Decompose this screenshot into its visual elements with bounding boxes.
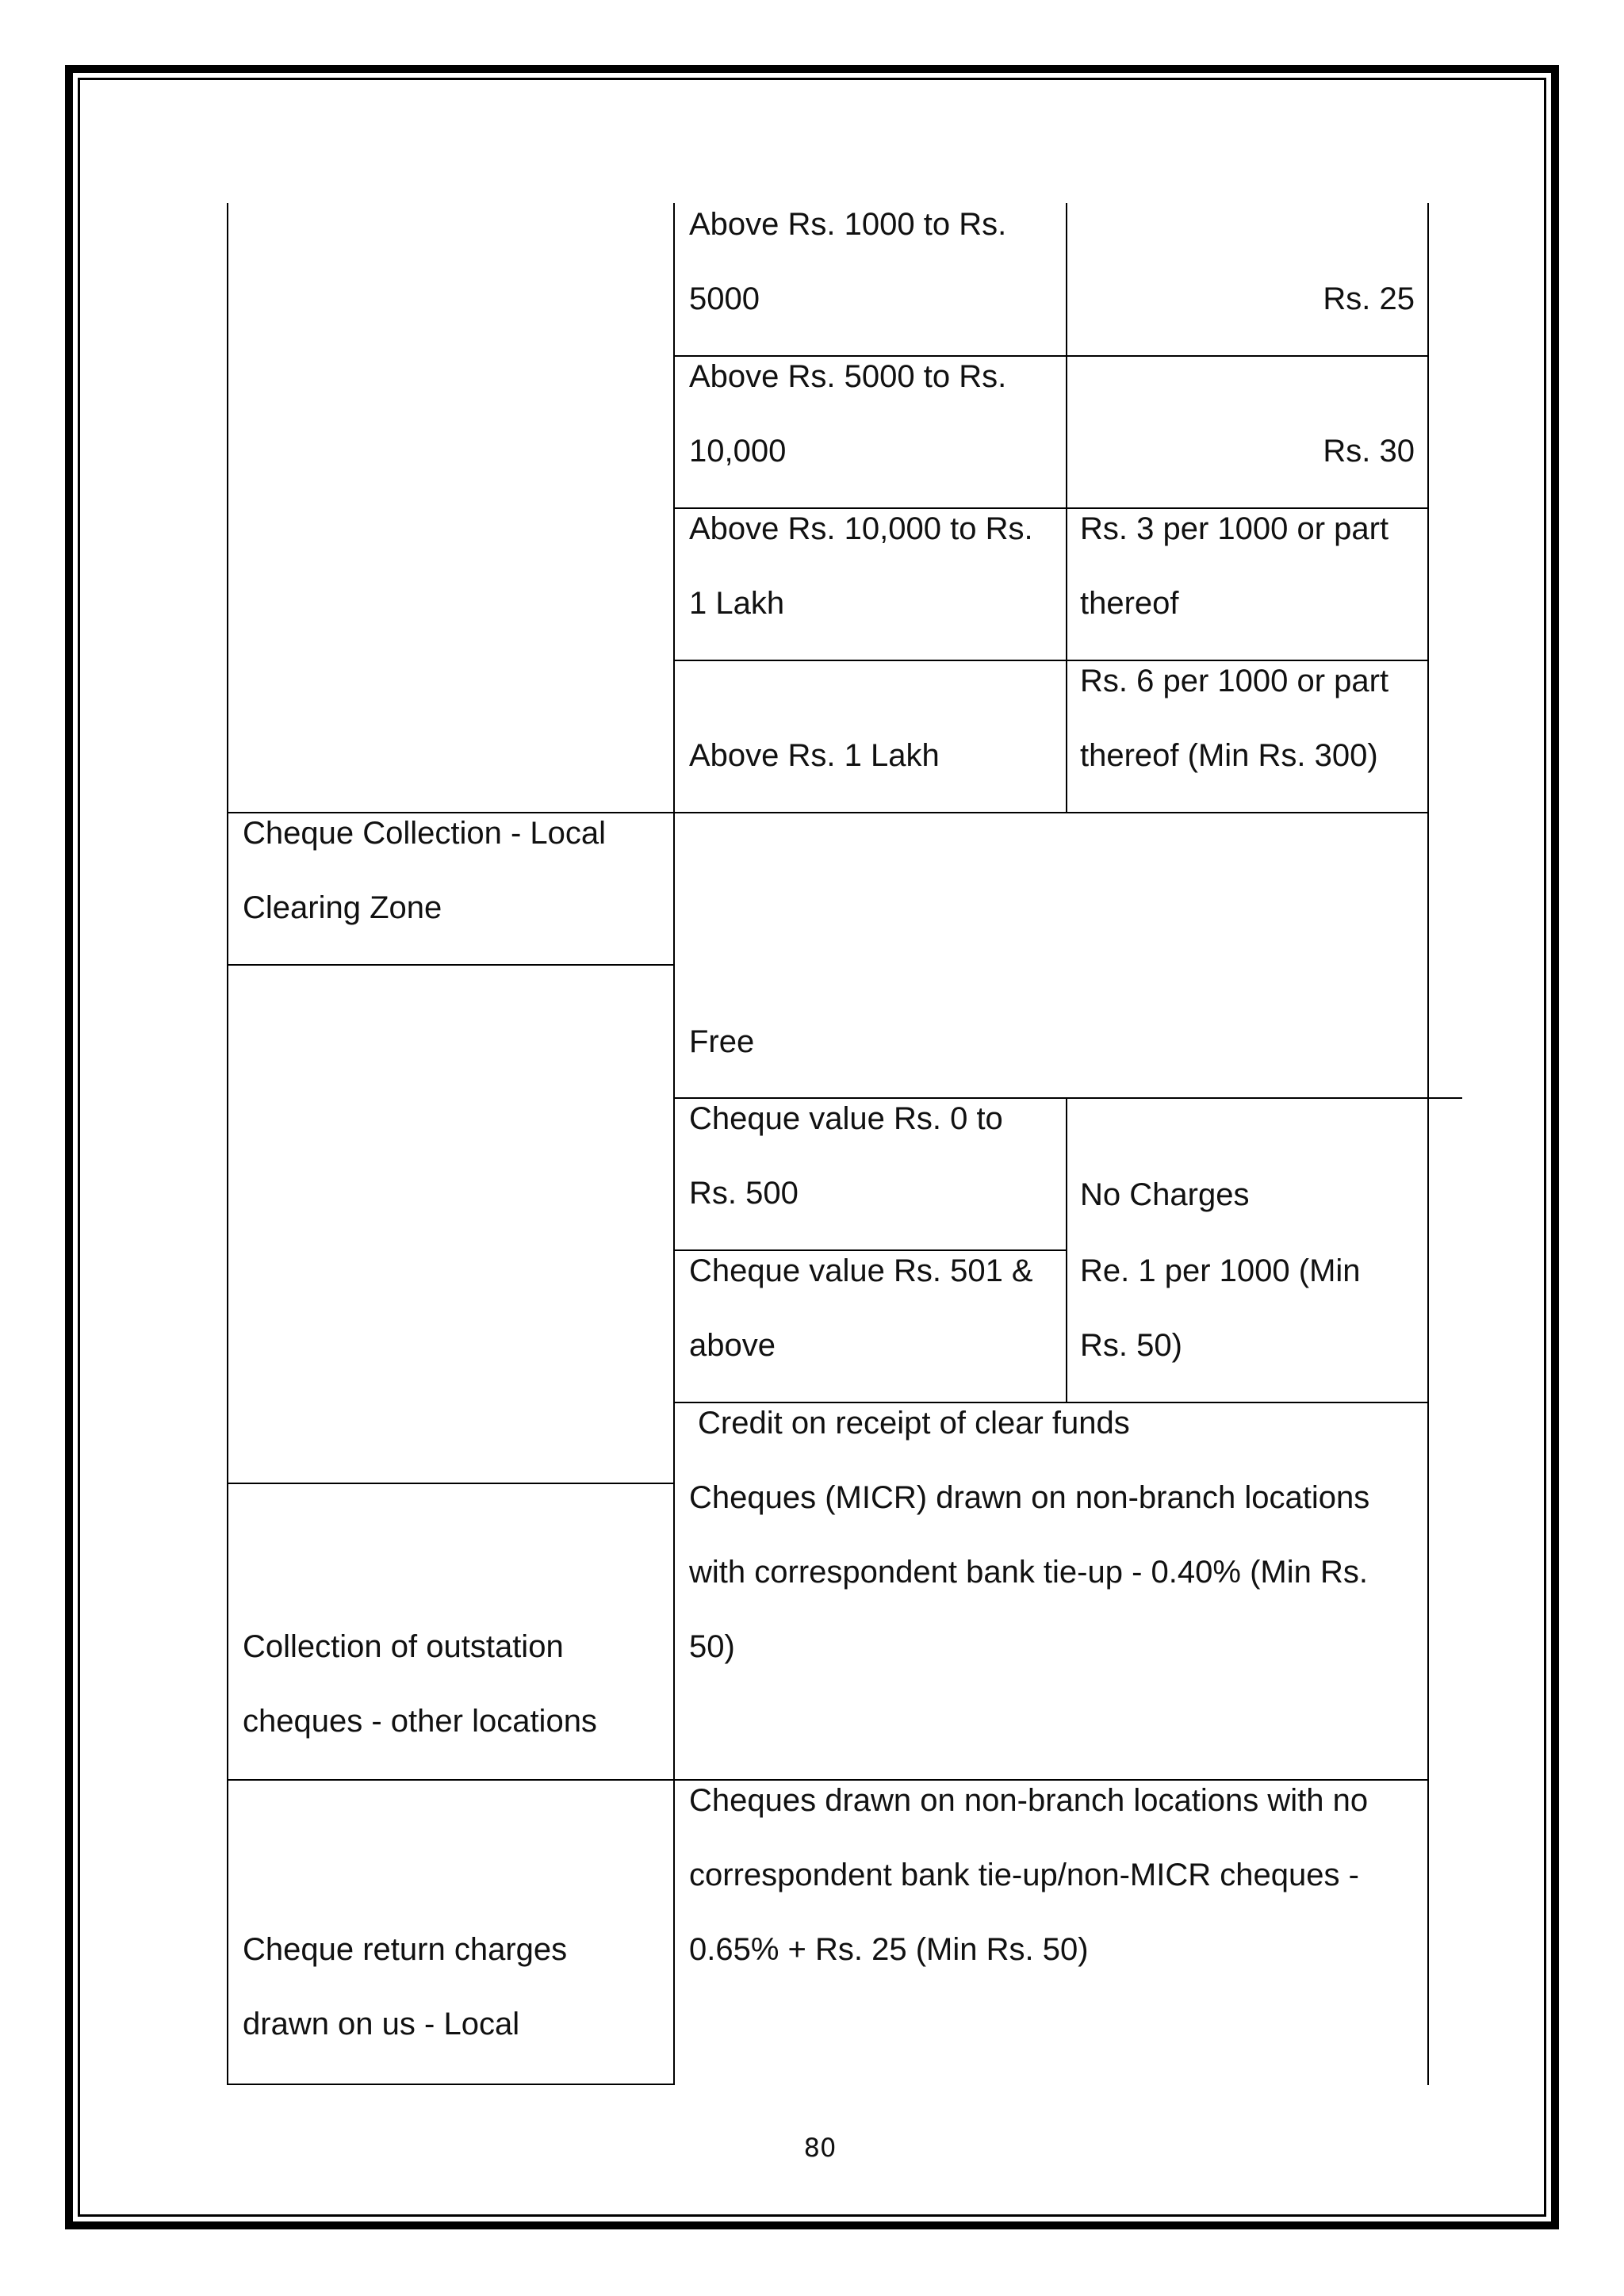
- charge-cell: correspondent bank tie-up/non-MICR cheques -: [689, 1858, 1359, 1892]
- service-label: Clearing Zone: [243, 890, 442, 925]
- charge-cell: Free: [689, 1024, 755, 1059]
- charge-cell: Rs. 25: [1323, 281, 1415, 316]
- charge-cell: No Charges: [1080, 1177, 1250, 1212]
- row-divider: [673, 660, 1429, 661]
- charge-cell: Cheques drawn on non-branch locations with no: [689, 1783, 1369, 1818]
- charge-cell: Rs. 30: [1323, 434, 1415, 469]
- charge-cell: thereof: [1080, 586, 1179, 621]
- range-cell: Cheque value Rs. 501 &: [689, 1253, 1033, 1288]
- charge-cell: Rs. 3 per 1000 or part: [1080, 511, 1389, 546]
- row-divider: [673, 507, 1429, 509]
- service-label: drawn on us - Local: [243, 2007, 520, 2042]
- range-cell: above: [689, 1328, 776, 1363]
- charge-cell: Rs. 6 per 1000 or part: [1080, 664, 1389, 698]
- range-cell: Cheque value Rs. 0 to: [689, 1101, 1003, 1136]
- charge-cell: 0.65% + Rs. 25 (Min Rs. 50): [689, 1932, 1089, 1967]
- row-divider: [673, 1097, 1462, 1099]
- charge-cell: Cheques (MICR) drawn on non-branch locations: [689, 1480, 1370, 1515]
- row-divider: [673, 1249, 1067, 1251]
- page-number: 80: [803, 2133, 837, 2163]
- row-divider: [227, 1483, 675, 1484]
- column-divider-1: [673, 203, 675, 2085]
- page-border-inner: [78, 78, 1546, 2217]
- range-cell: Above Rs. 10,000 to Rs.: [689, 511, 1033, 546]
- range-cell: Above Rs. 1000 to Rs.: [689, 207, 1007, 242]
- range-cell: Above Rs. 1 Lakh: [689, 738, 940, 773]
- range-cell: Above Rs. 5000 to Rs.: [689, 359, 1007, 394]
- row-divider: [227, 1779, 1429, 1781]
- charge-cell: thereof (Min Rs. 300): [1080, 738, 1378, 773]
- range-cell: 5000: [689, 281, 760, 316]
- row-divider: [227, 964, 675, 966]
- service-label: Cheque Collection - Local: [243, 816, 607, 851]
- charge-cell: with correspondent bank tie-up - 0.40% (Min Rs.: [689, 1555, 1368, 1590]
- table-left-border: [227, 203, 228, 2085]
- row-divider: [673, 1402, 1429, 1403]
- row-divider: [227, 812, 1429, 813]
- service-label: Collection of outstation: [243, 1629, 564, 1664]
- service-label: cheques - other locations: [243, 1704, 597, 1739]
- charge-cell: Rs. 50): [1080, 1328, 1182, 1363]
- charge-cell: 50): [689, 1629, 735, 1664]
- service-label: Cheque return charges: [243, 1932, 568, 1967]
- range-cell: 1 Lakh: [689, 586, 785, 621]
- table-right-border: [1427, 203, 1429, 2085]
- table-bottom-border: [227, 2084, 675, 2085]
- range-cell: 10,000: [689, 434, 787, 469]
- charge-cell: Re. 1 per 1000 (Min: [1080, 1253, 1361, 1288]
- credit-note: Credit on receipt of clear funds: [698, 1406, 1130, 1441]
- row-divider: [673, 355, 1429, 357]
- range-cell: Rs. 500: [689, 1176, 799, 1211]
